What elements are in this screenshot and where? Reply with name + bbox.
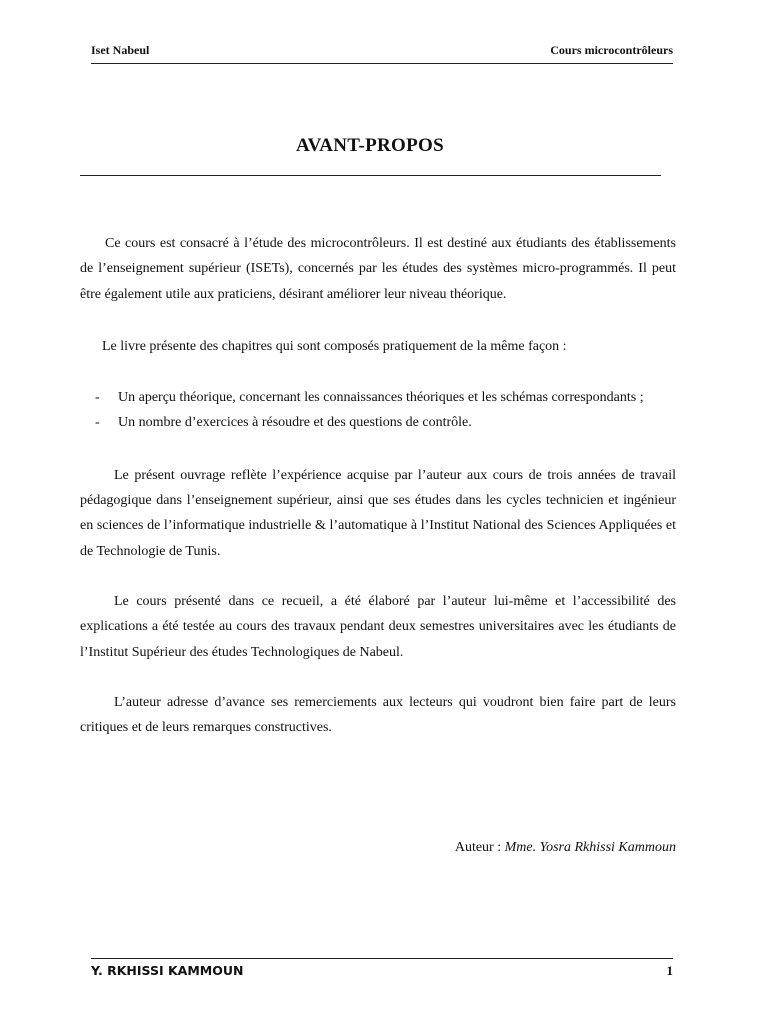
footer-author: Y. RKHISSI KAMMOUN	[91, 963, 244, 978]
list-item	[80, 385, 676, 410]
signature-label: Auteur :	[454, 840, 502, 855]
header-institution: Iset Nabeul	[91, 43, 150, 57]
title-divider	[80, 175, 661, 176]
header-divider	[91, 63, 673, 64]
author-signature	[455, 840, 676, 856]
paragraph-intro: Ce cours est consacré à l’étude des microcontrôleurs. Il est destiné aux étudiants des établissements de l’enseignement supérieur (ISETs), concernés par les études des systèmes micro-programmés. Il peut être également utile aux praticiens, désirant améliorer leur niveau théorique.	[80, 236, 676, 302]
paragraph-experience: Le présent ouvrage reflète l’expérience acquise par l’auteur aux cours de trois années de travail pédagogique dans l’enseignement supérieur, ainsi que ses études dans les cycles technicien et ingénieur en sciences de l’informatique industrielle & l’automatique à l’Institut National des Sciences Appliquées et de Technologie de Tunis.	[80, 467, 676, 559]
signature-name: Mme. Yosra Rkhissi Kammoun	[504, 840, 676, 855]
list-item-text: Un nombre d’exercices à résoudre et des questions de contrôle.	[118, 415, 472, 431]
page-title: AVANT-PROPOS	[296, 135, 444, 156]
list-item	[80, 410, 676, 435]
paragraph-acknowledgements: L’auteur adresse d’avance ses remerciements aux lecteurs qui voudront bien faire part de leurs critiques et de leurs remarques constructives.	[80, 694, 676, 736]
list-dash: -	[95, 390, 100, 406]
header-course-title: Cours microcontrôleurs	[550, 43, 673, 57]
paragraph-testing: Le cours présenté dans ce recueil, a été élaboré par l’auteur lui-même et l’accessibilité des explications a été testée au cours des travaux pendant deux semestres universitaires avec les étudiants de l’Institut Supérieur des études Technologiques de Nabeul.	[80, 593, 676, 660]
footer-divider	[91, 958, 673, 959]
paragraph-structure: Le livre présente des chapitres qui sont composés pratiquement de la même façon :	[102, 338, 567, 354]
list-dash: -	[95, 415, 100, 431]
chapter-structure-list	[80, 385, 676, 436]
page-number: 1	[666, 963, 673, 978]
page-header	[91, 43, 673, 58]
page-footer	[91, 963, 673, 979]
list-item-text: Un aperçu théorique, concernant les connaissances théoriques et les schémas correspondants ;	[118, 390, 644, 406]
document-body	[80, 231, 676, 740]
